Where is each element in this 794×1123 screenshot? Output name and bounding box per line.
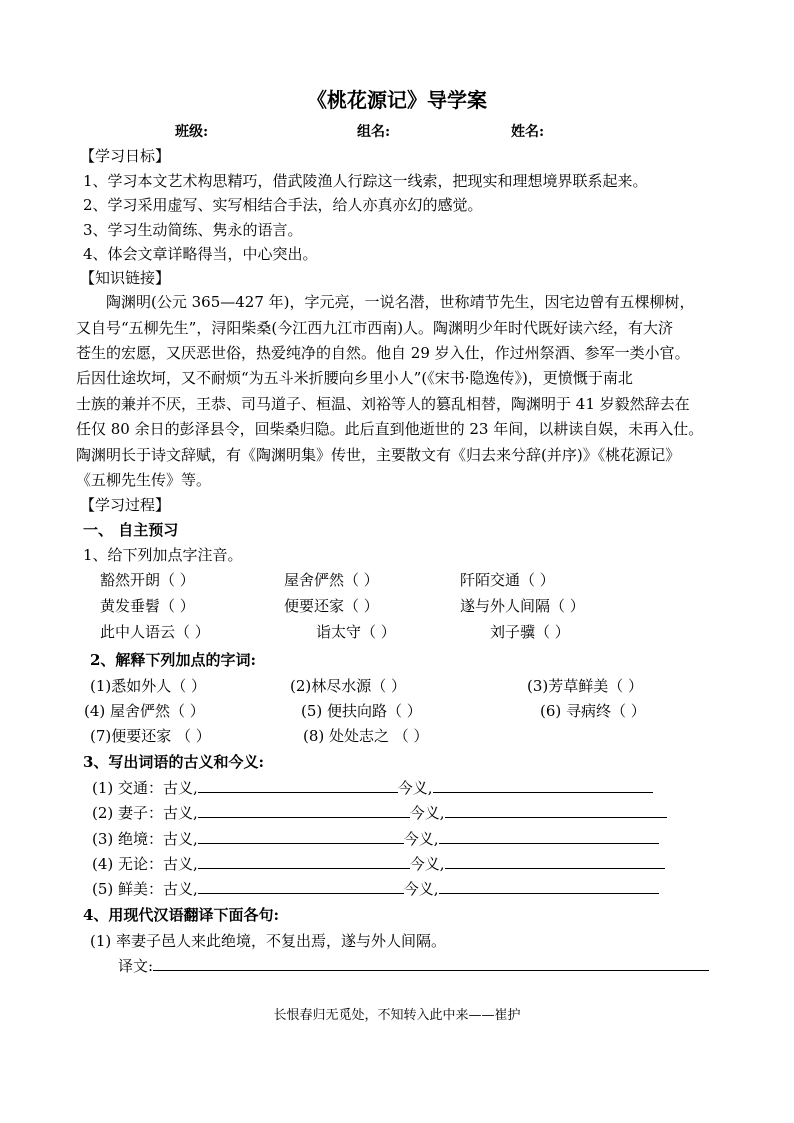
q2-item: (2)林尽水源（ ） — [290, 677, 407, 695]
q2-item: (6) 寻病终（ ） — [540, 702, 646, 720]
q3-modern-label: 今义, — [409, 855, 445, 873]
q3-title: 3、写出词语的古义和今义: — [83, 753, 264, 771]
q3-ancient-label: (2) 妻子：古义, — [92, 804, 198, 822]
q1-item: 黄发垂髫（ ） — [100, 597, 195, 615]
knowledge-line: 士族的兼并不厌，王恭、司马道子、桓温、刘裕等人的篡乱相替，陶渊明于 41 岁毅然辞去在 — [76, 395, 690, 413]
q1-item: 屋舍俨然（ ） — [284, 571, 379, 589]
q3-row — [92, 853, 665, 874]
q2-item: (1)悉如外人（ ） — [90, 677, 207, 695]
knowledge-line: 陶渊明(公元 365—427 年)，字元亮，一说名潜，世称靖节先生，因宅边曾有五棵柳树， — [106, 293, 695, 311]
q1-item: 诣太守（ ） — [316, 623, 396, 641]
goal-item: 3、学习生动简练、隽永的语言。 — [83, 221, 303, 239]
q2-item: (5) 便扶向路（ ） — [301, 702, 422, 720]
q1-item: 刘子骥（ ） — [490, 623, 570, 641]
group-label: 组名: — [357, 124, 391, 140]
q1-item: 便要还家（ ） — [284, 597, 379, 615]
part-one-heading: 一、 自主预习 — [83, 521, 179, 539]
translation-row — [118, 955, 709, 976]
q3-modern-label: 今义, — [409, 804, 445, 822]
footer-quote: 长恨春归无觅处，不知转入此中来——崔护 — [273, 1008, 521, 1023]
q3-ancient-label: (4) 无论：古义, — [92, 855, 198, 873]
modern-meaning-blank[interactable] — [433, 777, 653, 793]
goal-item: 2、学习采用虚写、实写相结合手法，给人亦真亦幻的感觉。 — [83, 196, 483, 214]
knowledge-line: 《五柳先生传》等。 — [76, 471, 212, 489]
knowledge-line: 任仅 80 余日的彭泽县令，回柴桑归隐。此后直到他逝世的 23 年间，以耕读自娱，未再入仕。 — [76, 420, 704, 438]
modern-meaning-blank[interactable] — [445, 853, 665, 869]
q1-item: 豁然开朗（ ） — [100, 571, 195, 589]
q3-ancient-label: (3) 绝境：古义, — [92, 830, 198, 848]
knowledge-line: 又自号“五柳先生”，浔阳柴桑(今江西九江市西南)人。陶渊明少年时代既好读六经，有大济 — [76, 319, 674, 337]
q3-row — [92, 828, 659, 849]
modern-meaning-blank[interactable] — [439, 878, 659, 894]
q2-item: (3)芳草鲜美（ ） — [527, 677, 644, 695]
q3-modern-label: 今义, — [397, 779, 433, 797]
q4-title: 4、用现代汉语翻译下面各句: — [83, 906, 279, 924]
modern-meaning-blank[interactable] — [445, 802, 667, 818]
q2-item: (7)便要还家 （ ） — [90, 727, 211, 745]
q3-ancient-label: (5) 鲜美：古义, — [92, 880, 198, 898]
knowledge-line: 陶渊明长于诗文辞赋，有《陶渊明集》传世，主要散文有《归去来兮辞(并序)》《桃花源记》 — [76, 446, 681, 464]
ancient-meaning-blank[interactable] — [198, 777, 398, 793]
q1-item: 阡陌交通（ ） — [460, 571, 555, 589]
ancient-meaning-blank[interactable] — [198, 802, 410, 818]
q4-sentence: (1) 率妻子邑人来此绝境，不复出焉，遂与外人间隔。 — [90, 932, 447, 950]
q2-item: (8) 处处志之 （ ） — [303, 727, 429, 745]
q3-modern-label: 今义, — [403, 880, 439, 898]
knowledge-line: 苍生的宏愿，又厌恶世俗，热爱纯净的自然。他自 29 岁入仕，作过州祭酒、参军一类小官。 — [76, 344, 690, 362]
modern-meaning-blank[interactable] — [439, 828, 659, 844]
goal-item: 1、学习本文艺术构思精巧，借武陵渔人行踪这一线索，把现实和理想境界联系起来。 — [83, 172, 648, 190]
q1-item: 此中人语云（ ） — [100, 623, 210, 641]
q2-title: 2、解释下列加点的字词: — [90, 651, 256, 669]
goal-item: 4、体会文章详略得当，中心突出。 — [83, 245, 318, 263]
process-heading: 【学习过程】 — [80, 496, 171, 514]
page-title: 《桃花源记》导学案 — [307, 88, 487, 112]
knowledge-line: 后因仕途坎坷，又不耐烦“为五斗米折腰向乡里小人”(《宋书·隐逸传》)，更愤慨于南北 — [76, 369, 633, 387]
q1-title: 1、给下列加点字注音。 — [83, 546, 243, 564]
translation-label: 译文: — [118, 957, 154, 975]
ancient-meaning-blank[interactable] — [198, 853, 410, 869]
name-label: 姓名: — [511, 124, 545, 140]
ancient-meaning-blank[interactable] — [198, 828, 404, 844]
q3-modern-label: 今义, — [403, 830, 439, 848]
goals-heading: 【学习日标】 — [80, 147, 171, 165]
q1-item: 遂与外人间隔（ ） — [460, 597, 585, 615]
knowledge-heading: 【知识链接】 — [80, 269, 171, 287]
q3-row — [92, 777, 653, 798]
q3-ancient-label: (1) 交通：古义, — [92, 779, 198, 797]
translation-blank[interactable] — [153, 955, 709, 971]
q2-item: (4) 屋舍俨然（ ） — [84, 702, 205, 720]
q3-row — [92, 802, 667, 823]
ancient-meaning-blank[interactable] — [198, 878, 404, 894]
q3-row — [92, 878, 659, 899]
class-label: 班级: — [175, 124, 209, 140]
